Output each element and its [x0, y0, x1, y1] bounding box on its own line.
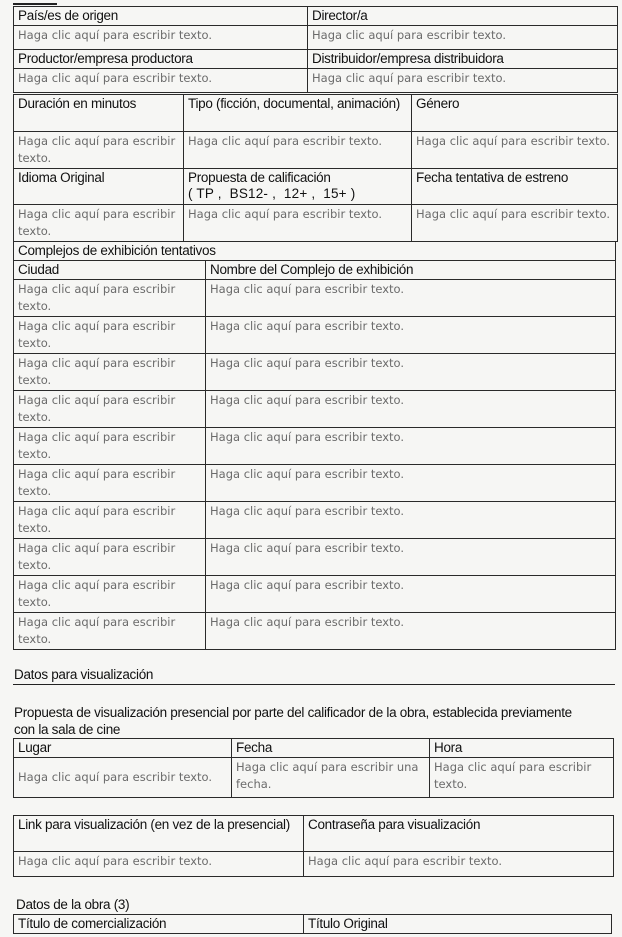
titulo-comercializacion-label: Título de comercialización	[14, 915, 304, 934]
pais-label: País/es de origen	[14, 7, 308, 26]
complejo-row	[14, 391, 616, 428]
calificacion-options: ( TP , BS12- , 12+ , 15+ )	[188, 186, 356, 201]
lugar-label: Lugar	[14, 739, 232, 758]
complejo-header: Nombre del Complejo de exhibición	[206, 261, 616, 280]
complejo-field[interactable]: Haga clic aquí para escribir texto.	[206, 465, 616, 502]
ciudad-field[interactable]: Haga clic aquí para escribir texto.	[14, 613, 206, 650]
complejo-row	[14, 502, 616, 539]
productor-label: Productor/empresa productora	[14, 50, 308, 69]
complejos-table	[13, 241, 616, 650]
link-table	[13, 815, 614, 877]
lugar-field[interactable]: Haga clic aquí para escribir texto.	[14, 758, 232, 798]
complejo-field[interactable]: Haga clic aquí para escribir texto.	[206, 428, 616, 465]
fecha-estreno-field[interactable]: Haga clic aquí para escribir texto.	[412, 205, 618, 242]
ciudad-field[interactable]: Haga clic aquí para escribir texto.	[14, 502, 206, 539]
hora-label: Hora	[430, 739, 614, 758]
complejo-row	[14, 317, 616, 354]
ciudad-field[interactable]: Haga clic aquí para escribir texto.	[14, 465, 206, 502]
ciudad-field[interactable]: Haga clic aquí para escribir texto.	[14, 576, 206, 613]
duracion-label: Duración en minutos	[14, 95, 184, 132]
calificacion-field[interactable]: Haga clic aquí para escribir texto.	[184, 205, 412, 242]
complejo-row	[14, 465, 616, 502]
complejo-field[interactable]: Haga clic aquí para escribir texto.	[206, 280, 616, 317]
origin-director-table	[13, 6, 618, 93]
productor-field[interactable]: Haga clic aquí para escribir texto.	[14, 69, 308, 93]
hora-field[interactable]: Haga clic aquí para escribir texto.	[430, 758, 614, 798]
complejo-field[interactable]: Haga clic aquí para escribir texto.	[206, 317, 616, 354]
complejo-row	[14, 428, 616, 465]
calificacion-label: Propuesta de calificación ( TP , BS12- , 12+ , 15+ )	[184, 169, 412, 205]
fecha-estreno-label: Fecha tentativa de estreno	[412, 169, 618, 205]
distribuidor-label: Distribuidor/empresa distribuidora	[308, 50, 618, 69]
complejos-title: Complejos de exhibición tentativos	[14, 242, 616, 261]
fecha-label: Fecha	[232, 739, 430, 758]
distribuidor-field[interactable]: Haga clic aquí para escribir texto.	[308, 69, 618, 93]
obra-table	[13, 914, 612, 934]
genero-label: Género	[412, 95, 618, 132]
ciudad-field[interactable]: Haga clic aquí para escribir texto.	[14, 391, 206, 428]
complejo-field[interactable]: Haga clic aquí para escribir texto.	[206, 613, 616, 650]
complejo-row	[14, 576, 616, 613]
link-field[interactable]: Haga clic aquí para escribir texto.	[14, 852, 304, 877]
complejo-row	[14, 613, 616, 650]
propuesta-text: Propuesta de visualización presencial por parte del calificador de la obra, establecida previamente con la sala de cine	[14, 705, 572, 737]
complejo-field[interactable]: Haga clic aquí para escribir texto.	[206, 502, 616, 539]
visualizacion-title: Datos para visualización	[14, 667, 154, 682]
complejo-row	[14, 354, 616, 391]
genero-field[interactable]: Haga clic aquí para escribir texto.	[412, 132, 618, 169]
ciudad-field[interactable]: Haga clic aquí para escribir texto.	[14, 539, 206, 576]
complejo-row	[14, 539, 616, 576]
director-label: Director/a	[308, 7, 618, 26]
tipo-label: Tipo (ficción, documental, animación)	[184, 95, 412, 132]
complejo-field[interactable]: Haga clic aquí para escribir texto.	[206, 354, 616, 391]
complejo-field[interactable]: Haga clic aquí para escribir texto.	[206, 539, 616, 576]
ciudad-field[interactable]: Haga clic aquí para escribir texto.	[14, 428, 206, 465]
complejo-row	[14, 280, 616, 317]
top-rule	[13, 3, 57, 5]
fecha-field[interactable]: Haga clic aquí para escribir una fecha.	[232, 758, 430, 798]
obra-title: Datos de la obra (3)	[16, 897, 130, 912]
pais-field[interactable]: Haga clic aquí para escribir texto.	[14, 26, 308, 50]
idioma-field[interactable]: Haga clic aquí para escribir texto.	[14, 205, 184, 242]
details-table	[13, 94, 618, 242]
complejo-field[interactable]: Haga clic aquí para escribir texto.	[206, 391, 616, 428]
ciudad-header: Ciudad	[14, 261, 206, 280]
duracion-field[interactable]: Haga clic aquí para escribir texto.	[14, 132, 184, 169]
link-label: Link para visualización (en vez de la presencial)	[14, 816, 304, 852]
ciudad-field[interactable]: Haga clic aquí para escribir texto.	[14, 317, 206, 354]
director-field[interactable]: Haga clic aquí para escribir texto.	[308, 26, 618, 50]
complejo-field[interactable]: Haga clic aquí para escribir texto.	[206, 576, 616, 613]
idioma-label: Idioma Original	[14, 169, 184, 205]
titulo-original-label: Título Original	[304, 915, 612, 934]
contrasena-label: Contraseña para visualización	[304, 816, 614, 852]
visualizacion-rule	[13, 684, 615, 685]
tipo-field[interactable]: Haga clic aquí para escribir texto.	[184, 132, 412, 169]
ciudad-field[interactable]: Haga clic aquí para escribir texto.	[14, 354, 206, 391]
ciudad-field[interactable]: Haga clic aquí para escribir texto.	[14, 280, 206, 317]
visualizacion-table	[13, 738, 614, 798]
contrasena-field[interactable]: Haga clic aquí para escribir texto.	[304, 852, 614, 877]
